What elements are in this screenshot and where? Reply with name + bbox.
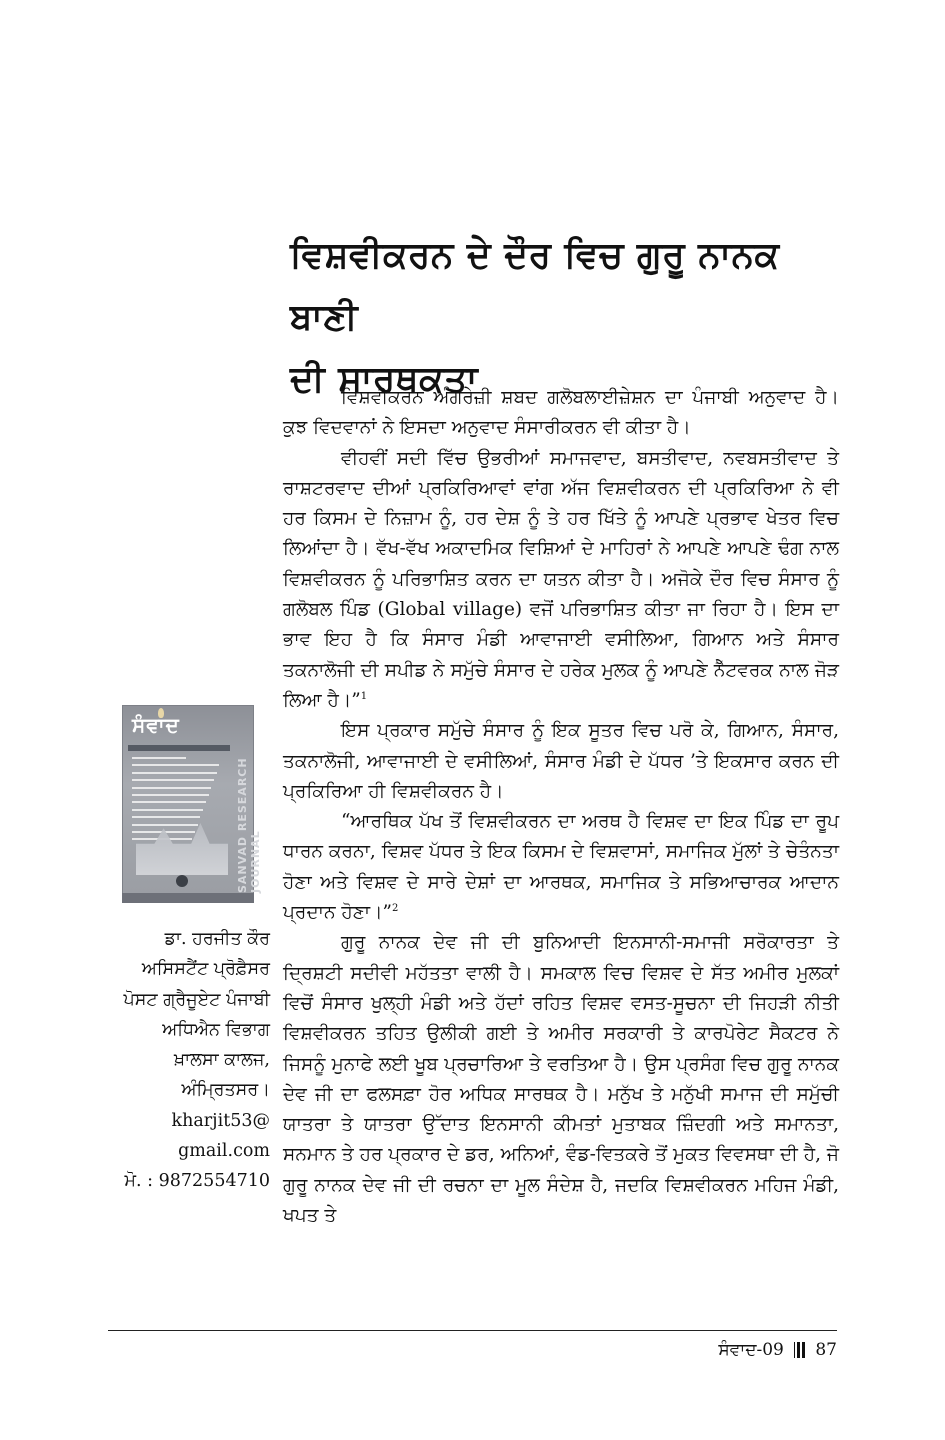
footer-rule: [108, 1330, 837, 1331]
paragraph: ਵਿਸ਼ਵੀਕਰਨ ਅੰਗਰੇਜ਼ੀ ਸ਼ਬਦ ਗਲੋਬਲਾਈਜ਼ੇਸ਼ਨ ਦਾ ਪੰਜਾਬੀ ਅਨੁਵਾਦ ਹੈ। ਕੁਝ ਵਿਦਵਾਨਾਂ ਨੇ ਇਸਦਾ ਅਨੁਵਾਦ ਸੰਸਾਰੀਕਰਨ ਵੀ ਕੀਤਾ ਹੈ।: [283, 387, 839, 439]
title-line-2: ਦੀ ਸਾਰਥਕਤਾ: [290, 359, 479, 400]
page-footer: [718, 1340, 837, 1360]
author-email-2: gmail.com: [178, 1141, 270, 1162]
footnote-marker: 1: [360, 690, 368, 702]
author-name: ਡਾ. ਹਰਜੀਤ ਕੌਰ: [164, 929, 270, 949]
cover-contents-line: [132, 764, 219, 766]
cover-contents-line: [132, 809, 203, 811]
cover-contents-line: [132, 787, 211, 789]
cover-footer-band: [122, 893, 254, 903]
separator-bars-icon: [794, 1342, 806, 1358]
author-block: [98, 924, 270, 1197]
journal-issue: ਸੰਵਾਦ-09: [718, 1340, 784, 1360]
cover-contents-line: [132, 816, 200, 818]
cover-contents-line: [132, 824, 198, 826]
author-city: ਅੰਮ੍ਰਿਤਸਰ।: [181, 1080, 270, 1101]
cover-contents-line: [132, 779, 214, 781]
cover-contents-line: [132, 794, 209, 796]
author-department-1: ਪੋਸਟ ਗ੍ਰੈਜੂਏਟ ਪੰਜਾਬੀ: [123, 989, 270, 1010]
author-department-2: ਅਧਿਐਨ ਵਿਭਾਗ: [162, 1019, 270, 1040]
cover-contents-line: [132, 757, 186, 759]
article-body: [283, 383, 839, 1231]
university-seal-icon: [176, 875, 188, 887]
cover-logo: ਸੰਵਾਦ: [132, 713, 180, 737]
author-phone: ਮੋ. : 9872554710: [124, 1171, 270, 1192]
author-email-1: kharjit53@: [171, 1110, 270, 1131]
paragraph: ਵੀਹਵੀਂ ਸਦੀ ਵਿੱਚ ਉਭਰੀਆਂ ਸਮਾਜਵਾਦ, ਬਸਤੀਵਾਦ, ਨਵਬਸਤੀਵਾਦ ਤੇ ਰਾਸ਼ਟਰਵਾਦ ਦੀਆਂ ਪ੍ਰਕਿਰਿਆਵਾਂ ਵਾਂਗ ਅੱਜ ਵਿਸ਼ਵੀਕਰਨ ਦੀ ਪ੍ਰਕਿਰਿਆ ਨੇ ਵੀ ਹਰ ਕਿਸਮ ਦੇ ਨਿਜ਼ਾਮ ਨੂੰ, ਹਰ ਦੇਸ਼ ਨੂੰ ਤੇ ਹਰ ਖਿੱਤੇ ਨੂੰ ਆਪਣੇ ਪ੍ਰਭਾਵ ਖੇਤਰ ਵਿਚ ਲਿਆਂਦਾ ਹੈ। ਵੱਖ-ਵੱਖ ਅਕਾਦਮਿਕ ਵਿਸ਼ਿਆਂ ਦੇ ਮਾਹਿਰਾਂ ਨੇ ਆਪਣੇ ਆਪਣੇ ਢੰਗ ਨਾਲ ਵਿਸ਼ਵੀਕਰਨ ਨੂੰ ਪਰਿਭਾਸ਼ਿਤ ਕਰਨ ਦਾ ਯਤਨ ਕੀਤਾ ਹੈ। ਅਜੋਕੇ ਦੌਰ ਵਿਚ ਸੰਸਾਰ ਨੂੰ ਗਲੋਬਲ ਪਿੰਡ (Global village) ਵਜੋਂ ਪਰਿਭਾਸ਼ਿਤ ਕੀਤਾ ਜਾ ਰਿਹਾ ਹੈ। ਇਸ ਦਾ ਭਾਵ ਇਹ ਹੈ ਕਿ ਸੰਸਾਰ ਮੰਡੀ ਆਵਾਜਾਈ ਵਸੀਲਿਆ, ਗਿਆਨ ਅਤੇ ਸੰਸਾਰ ਤਕਨਾਲੋਜੀ ਦੀ ਸਪੀਡ ਨੇ ਸਮੁੱਚੇ ਸੰਸਾਰ ਦੇ ਹਰੇਕ ਮੁਲਕ ਨੂੰ ਆਪਣੇ ਨੈੱਟਵਰਕ ਨਾਲ ਜੋੜ ਲਿਆ ਹੈ।”$^1$: [283, 447, 839, 711]
cover-side-text: SANVAD RESEARCH JOURNAL: [236, 757, 262, 893]
cover-contents-list: [132, 757, 222, 846]
title-line-1: ਵਿਸ਼ਵੀਕਰਨ ਦੇ ਦੌਰ ਵਿਚ ਗੁਰੂ ਨਾਨਕ ਬਾਣੀ: [290, 235, 780, 338]
cover-contents-line: [132, 801, 206, 803]
author-college: ਖ਼ਾਲਸਾ ਕਾਲਜ,: [174, 1050, 270, 1071]
author-designation: ਅਸਿਸਟੈਂਟ ਪ੍ਰੋਫ਼ੈਸਰ: [141, 959, 270, 980]
journal-cover-image: [122, 705, 262, 903]
cover-contents-line: [132, 772, 217, 774]
cover-band: [128, 745, 230, 751]
footnote-marker: 2: [392, 902, 399, 914]
paragraph: “ਆਰਥਿਕ ਪੱਖ ਤੋਂ ਵਿਸ਼ਵੀਕਰਨ ਦਾ ਅਰਥ ਹੈ ਵਿਸ਼ਵ ਦਾ ਇਕ ਪਿੰਡ ਦਾ ਰੂਪ ਧਾਰਨ ਕਰਨਾ, ਵਿਸ਼ਵ ਪੱਧਰ ਤੇ ਇਕ ਕਿਸਮ ਦੇ ਵਿਸ਼ਵਾਸਾਂ, ਸਮਾਜਿਕ ਮੁੱਲਾਂ ਤੇ ਚੇਤੰਨਤਾ ਹੋਣਾ ਅਤੇ ਵਿਸ਼ਵ ਦੇ ਸਾਰੇ ਦੇਸ਼ਾਂ ਦਾ ਆਰਥਕ, ਸਮਾਜਿਕ ਤੇ ਸਭਿਆਚਾਰਕ ਆਦਾਨ ਪ੍ਰਦਾਨ ਹੋਣਾ।”$^2$: [283, 811, 839, 924]
page-number: 87: [815, 1340, 837, 1360]
paragraph: ਗੁਰੂ ਨਾਨਕ ਦੇਵ ਜੀ ਦੀ ਬੁਨਿਆਦੀ ਇਨਸਾਨੀ-ਸਮਾਜੀ ਸਰੋਕਾਰਤਾ ਤੇ ਦ੍ਰਿਸ਼ਟੀ ਸਦੀਵੀ ਮਹੱਤਤਾ ਵਾਲੀ ਹੈ। ਸਮਕਾਲ ਵਿਚ ਵਿਸ਼ਵ ਦੇ ਸੱਤ ਅਮੀਰ ਮੁਲਕਾਂ ਵਿਚੋਂ ਸੰਸਾਰ ਖੁਲ੍ਹੀ ਮੰਡੀ ਅਤੇ ਹੱਦਾਂ ਰਹਿਤ ਵਿਸ਼ਵ ਵਸਤ-ਸੂਚਨਾ ਦੀ ਜਿਹੜੀ ਨੀਤੀ ਵਿਸ਼ਵੀਕਰਨ ਤਹਿਤ ਉਲੀਕੀ ਗਈ ਤੇ ਅਮੀਰ ਸਰਕਾਰੀ ਤੇ ਕਾਰਪੋਰੇਟ ਸੈਕਟਰ ਨੇ ਜਿਸਨੂੰ ਮੁਨਾਫੇ ਲਈ ਖੂਬ ਪ੍ਰਚਾਰਿਆ ਤੇ ਵਰਤਿਆ ਹੈ। ਉਸ ਪ੍ਰਸੰਗ ਵਿਚ ਗੁਰੂ ਨਾਨਕ ਦੇਵ ਜੀ ਦਾ ਫਲਸਫ਼ਾ ਹੋਰ ਅਧਿਕ ਸਾਰਥਕ ਹੈ। ਮਨੁੱਖ ਤੇ ਮਨੁੱਖੀ ਸਮਾਜ ਦੀ ਸਮੁੱਚੀ ਯਾਤਰਾ ਤੇ ਯਾਤਰਾ ਉੱਦਾਤ ਇਨਸਾਨੀ ਕੀਮਤਾਂ ਮੁਤਾਬਕ ਜ਼ਿੰਦਗੀ ਅਤੇ ਸਮਾਨਤਾ, ਸਨਮਾਨ ਤੇ ਹਰ ਪ੍ਰਕਾਰ ਦੇ ਡਰ, ਅਨਿਆਂ, ਵੰਡ-ਵਿਤਕਰੇ ਤੋਂ ਮੁਕਤ ਵਿਵਸਥਾ ਦੀ ਹੈ, ਜੋ ਗੁਰੂ ਨਾਨਕ ਦੇਵ ਜੀ ਦੀ ਰਚਨਾ ਦਾ ਮੂਲ ਸੰਦੇਸ਼ ਹੈ, ਜਦਕਿ ਵਿਸ਼ਵੀਕਰਨ ਮਹਿਜ ਮੰਡੀ, ਖਪਤ ਤੇ: [283, 932, 839, 1227]
paragraph: ਇਸ ਪ੍ਰਕਾਰ ਸਮੁੱਚੇ ਸੰਸਾਰ ਨੂੰ ਇਕ ਸੂਤਰ ਵਿਚ ਪਰੋ ਕੇ, ਗਿਆਨ, ਸੰਸਾਰ, ਤਕਨਾਲੋਜੀ, ਆਵਾਜਾਈ ਦੇ ਵਸੀਲਿਆਂ, ਸੰਸਾਰ ਮੰਡੀ ਦੇ ਪੱਧਰ ’ਤੇ ਇਕਸਾਰ ਕਰਨ ਦੀ ਪ੍ਰਕਿਰਿਆ ਹੀ ਵਿਸ਼ਵੀਕਰਨ ਹੈ।: [283, 720, 839, 802]
